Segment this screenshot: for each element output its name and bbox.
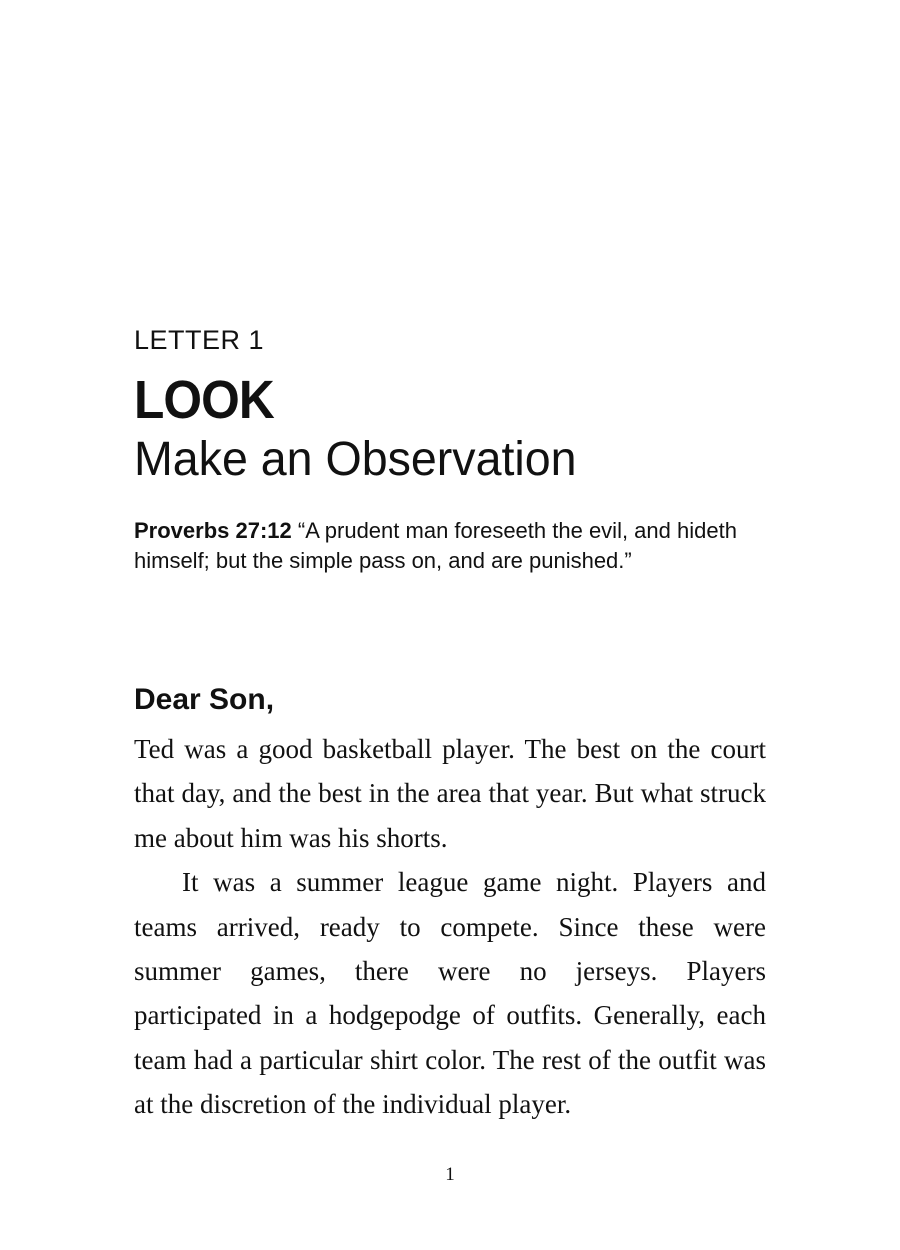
epigraph — [134, 516, 774, 576]
chapter-label: LETTER 1 — [134, 325, 265, 355]
chapter-subtitle: Make an Observation — [134, 433, 577, 486]
epigraph-quote: “A prudent man foreseeth the evil, and hideth himself; but the simple pass on, and are punished.” — [134, 518, 737, 573]
epigraph-reference: Proverbs 27:12 — [134, 518, 292, 543]
chapter-title: LOOK — [134, 370, 274, 430]
body-paragraph: It was a summer league game night. Players and teams arrived, ready to compete. Since these were summer games, there were no jerseys. Players participated in a hodgepodge of outfits. Generally, each team had a particular shirt color. The rest of the outfit was at the discretion of the individual player. — [134, 867, 766, 1120]
letter-body — [134, 727, 766, 1127]
page-number: 1 — [445, 1164, 455, 1185]
letter-salutation: Dear Son, — [134, 683, 275, 716]
body-paragraph: Ted was a good basketball player. The best on the court that day, and the best in the area that year. But what struck me about him was his shorts. — [134, 734, 766, 853]
